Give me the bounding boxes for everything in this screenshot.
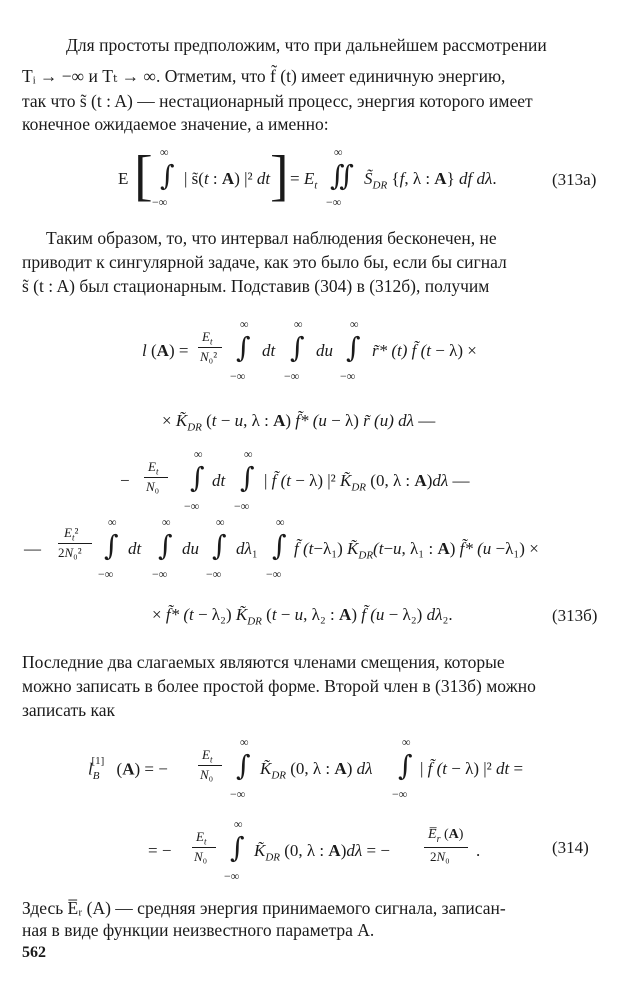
text-line: Tᵢ → −∞ и Tₜ → ∞. Отметим, что f̃ (t) имеет единичную энергию,: [22, 66, 506, 86]
page-number: 562: [22, 944, 46, 961]
equation-number: (314): [552, 838, 589, 857]
text-line: приводит к сингулярной задаче, как это было бы, если бы сигнал: [22, 252, 507, 272]
text-line: конечное ожидаемое значение, а именно:: [22, 114, 329, 134]
equation-number: (313а): [552, 170, 597, 189]
text-line: Здесь E̅ᵣ (A) — средняя энергия принимаемого сигнала, записан-: [22, 898, 506, 918]
text-line: Таким образом, то, что интервал наблюдения бесконечен, не: [46, 228, 497, 248]
eq313a-lhs: [0, 0, 1, 1]
text-line: Последние два слагаемых являются членами смещения, которые: [22, 652, 505, 672]
text-line: можно записать в более простой форме. Второй член в (313б) можно: [22, 676, 536, 696]
equation-314: $l_B[1]$ (A) = − $E_t$ N₀ ∫ ∞ −∞ $K̃_{DR}$ (0, λ : A) dλ ∫ ∞ −∞ | f̃ (t − λ) |² dt = = − $E_t$ N₀ ∫ ∞ −∞ $K̃_{DR}$ (0, λ : A)dλ = − $E̅_r$ (A) 2N₀ . (314): [88, 735, 589, 883]
equation-313a: E [ ∫ ∞ −∞ | s̃(t : A) |² dt ] = $E_t$ ∬ ∞ −∞ $S̃_{DR}$ {f, λ : A} df dλ. (313а): [118, 145, 597, 209]
equation-313b: l (A) = $E_t$ N₀² ∫ ∞ −∞ dt ∫ ∞ −∞ du ∫ ∞ −∞ r̃* (t) f̃ (t − λ) × × $K̃_{DR}$ (t − u, λ : A) f̃* (u − λ) r̃ (u) dλ — − $E_t$ N₀ ∫ ∞ −∞ dt ∫ ∞ −∞ | f̃ (t − λ) |² $K̃_{DR}$ (0, λ : A)dλ — — $E_t^2$ 2N₀² ∫ ∞ −∞ dt ∫ ∞ −∞ du ∫ ∞ −∞ dλ₁ ∫ ∞ −∞ f̃ (t−λ₁) $K̃_{DR}(t-u$, λ₁ : A) f̃* (u −λ₁) × × f̃* (t − λ₂) $K̃_{DR}$ (t − u, λ₂ : A) f̃ (u − λ₂) dλ₂. (313б): [24, 317, 598, 628]
text-line: s̃ (t : A) был стационарным. Подставив (304) в (312б), получим: [22, 276, 490, 296]
text-line: так что s̃ (t : A) — нестационарный процесс, энергия которого имеет: [22, 91, 533, 111]
text-line: Для простоты предположим, что при дальнейшем рассмотрении: [66, 35, 547, 55]
text-line: ная в виде функции неизвестного параметра A.: [22, 920, 375, 940]
text-line: записать как: [22, 700, 115, 720]
equation-number: (313б): [552, 606, 598, 625]
